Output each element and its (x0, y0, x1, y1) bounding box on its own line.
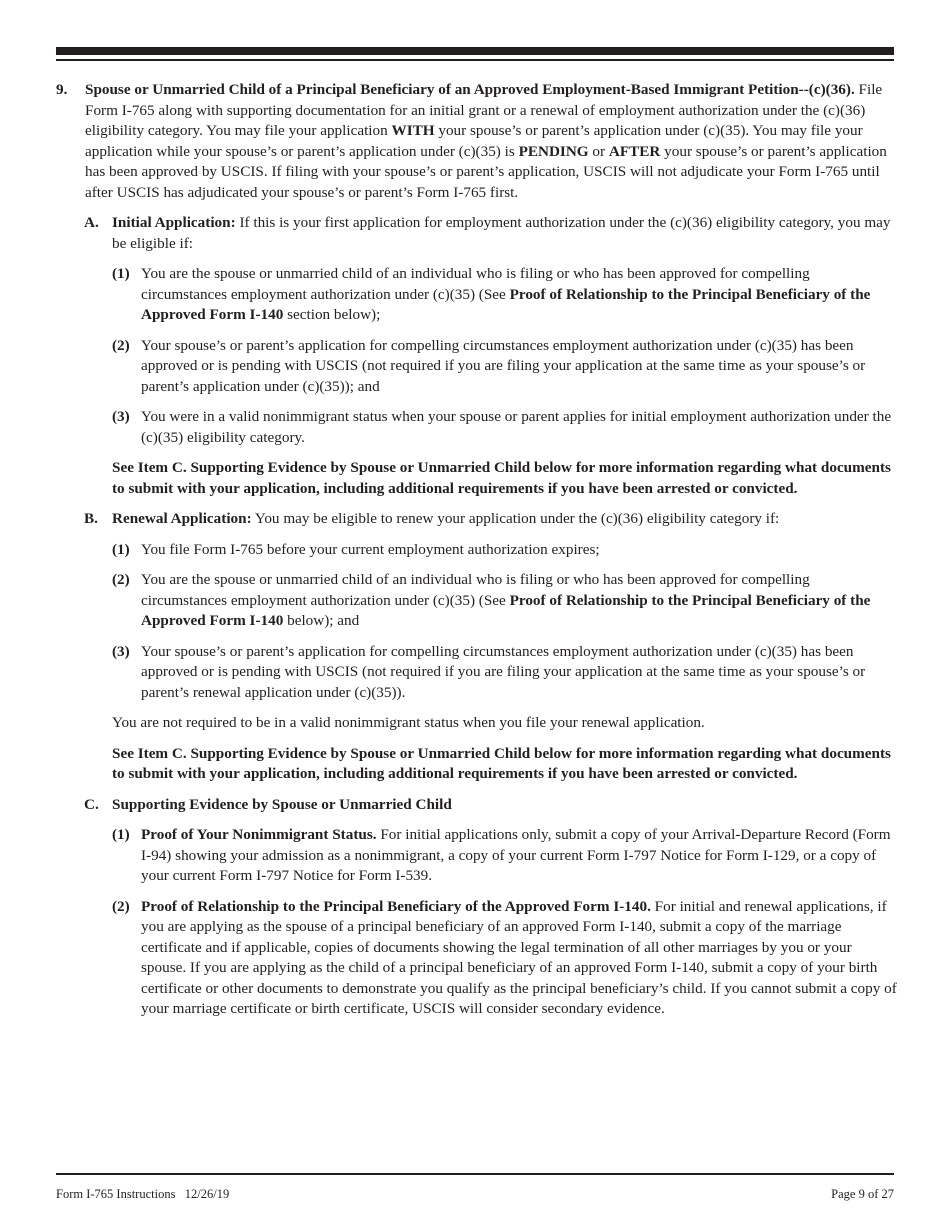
section-a-see-note: See Item C. Supporting Evidence by Spouse or Unmarried Child below for more information regarding what documents to submit with your application, including additional requirements if you have been arrested or convicted. (112, 459, 891, 497)
item-title: Proof of Your Nonimmigrant Status. (141, 826, 377, 843)
item-text: For initial and renewal applications, if you are applying as the spouse of a principal beneficiary of an approved Form I-140, submit a copy of the marriage certificate and if applicable, copies of documents showing the legal termination of all other marriages by you or your spouse. If you are applying as the child of a principal beneficiary of an approved Form I-140, submit a copy of your birth certificate or other documents to demonstrate you qualify as the principal beneficiary’s child. If you cannot submit a copy of your marriage certificate or birth certificate, USCIS will consider secondary evidence. (141, 897, 897, 1017)
item-text: For initial applications only, submit a copy of your Arrival-Departure Record (Form I-94) showing your admission as a nonimmigrant, a copy of your current Form I-797 Notice for Form I-129, or a copy of your current Form I-797 Notice for Form I-539. (141, 826, 891, 884)
item-text: You file Form I-765 before your current employment authorization expires; (141, 540, 600, 558)
section-c-item-2 (56, 897, 898, 1020)
section-c-letter: C. (84, 795, 99, 813)
item-number: (1) (112, 826, 130, 843)
item-text: You were in a valid nonimmigrant status when your spouse or parent applies for initial employment authorization under the (c)(35) eligibility category. (141, 408, 892, 446)
item-9-pending: PENDING (518, 142, 589, 160)
item-number: (2) (112, 336, 130, 354)
footer-rule (56, 1173, 894, 1175)
section-c (56, 795, 898, 816)
section-b-item-3 (56, 642, 898, 704)
item-number: (1) (112, 540, 130, 558)
section-b-text: You may be eligible to renew your application under the (c)(36) eligibility category if: (251, 510, 780, 527)
item-text: section below); (283, 306, 381, 323)
section-a-letter: A. (84, 214, 99, 231)
section-c-item-1 (56, 825, 898, 887)
item-text: below); and (283, 612, 360, 629)
section-a-title: Initial Application: (112, 214, 236, 231)
section-a-item-3 (56, 407, 898, 448)
section-c-title: Supporting Evidence by Spouse or Unmarried Child (112, 795, 452, 813)
item-9-after: AFTER (608, 142, 661, 160)
item-bold-ref: Proof of Relationship to the Principal Beneficiary of the Approved Form I-140 (141, 591, 871, 629)
item-9-with: WITH (391, 122, 435, 139)
footer-page-number: Page 9 of 27 (831, 1187, 894, 1201)
section-b-see-note: See Item C. Supporting Evidence by Spouse or Unmarried Child below for more information regarding what documents to submit with your application, including additional requirements if you have been arrested or convicted. (112, 744, 891, 782)
section-a-item-2 (56, 336, 898, 398)
item-text: Your spouse’s or parent’s application for compelling circumstances employment authorization under (c)(35) has been approved or is pending with USCIS (not required if you are filing your application at the same time as your spouse’s or parent’s application under (c)(35)); and (141, 336, 866, 395)
footer-form-info: Form I-765 Instructions 12/26/19 (56, 1187, 230, 1201)
item-text: You are the spouse or unmarried child of an individual who is filing or who has been approved for compelling circumstances employment authorization under (c)(35) (See (141, 571, 810, 609)
section-b-item-2 (56, 570, 898, 632)
section-b-item-1 (56, 540, 898, 561)
item-title: Proof of Relationship to the Principal Beneficiary of the Approved Form I-140. (141, 897, 651, 915)
section-a-item-1 (56, 264, 898, 326)
item-number: (3) (112, 408, 130, 425)
document-body (56, 80, 898, 1020)
item-text: Your spouse’s or parent’s application for compelling circumstances employment authorization under (c)(35) has been approved or is pending with USCIS (not required if you are filing your application at the same time as your spouse’s or parent’s renewal application under (c)(35)). (141, 642, 866, 701)
section-b-letter: B. (84, 510, 98, 527)
item-number: (3) (112, 642, 130, 660)
header-rule-thick (56, 47, 894, 55)
item-number: (1) (112, 265, 130, 282)
section-b (56, 509, 898, 530)
section-b-title: Renewal Application: (112, 510, 252, 527)
item-9-number: 9. (56, 81, 68, 98)
item-9-text: File Form I-765 along with supporting documentation for an initial grant or a renewal of employment authorization under the (c)(36) eligibility category. You may file your application (85, 81, 883, 139)
item-9-title: Spouse or Unmarried Child of a Principal Beneficiary of an Approved Employment-Based Immigrant Petition--(c)(36). (85, 81, 855, 98)
section-b-status-note: You are not required to be in a valid nonimmigrant status when you file your renewal application. (112, 714, 705, 731)
item-9-text: your spouse’s or parent’s application has been approved by USCIS. If filing with your spouse’s or parent’s application, USCIS will not adjudicate your Form I-765 until after USCIS has adjudicated your spouse’s or parent’s Form I-765 first. (85, 142, 887, 201)
item-9-text: your spouse’s or parent’s application under (c)(35). You may file your application while your spouse’s or parent’s application under (c)(35) is (85, 122, 863, 160)
item-bold-ref: Proof of Relationship to the Principal Beneficiary of the Approved Form I-140 (141, 285, 871, 323)
item-9-paragraph (85, 80, 898, 203)
item-9 (56, 80, 898, 203)
item-number: (2) (112, 897, 130, 915)
item-9-text: or (588, 142, 609, 160)
section-a (56, 213, 898, 254)
header-rule-thin (56, 59, 894, 61)
section-a-text: If this is your first application for employment authorization under the (c)(36) eligibility category, you may be eligible if: (112, 214, 891, 252)
item-text: You are the spouse or unmarried child of an individual who is filing or who has been approved for compelling circumstances employment authorization under (c)(35) (See (141, 265, 810, 303)
item-number: (2) (112, 571, 130, 588)
